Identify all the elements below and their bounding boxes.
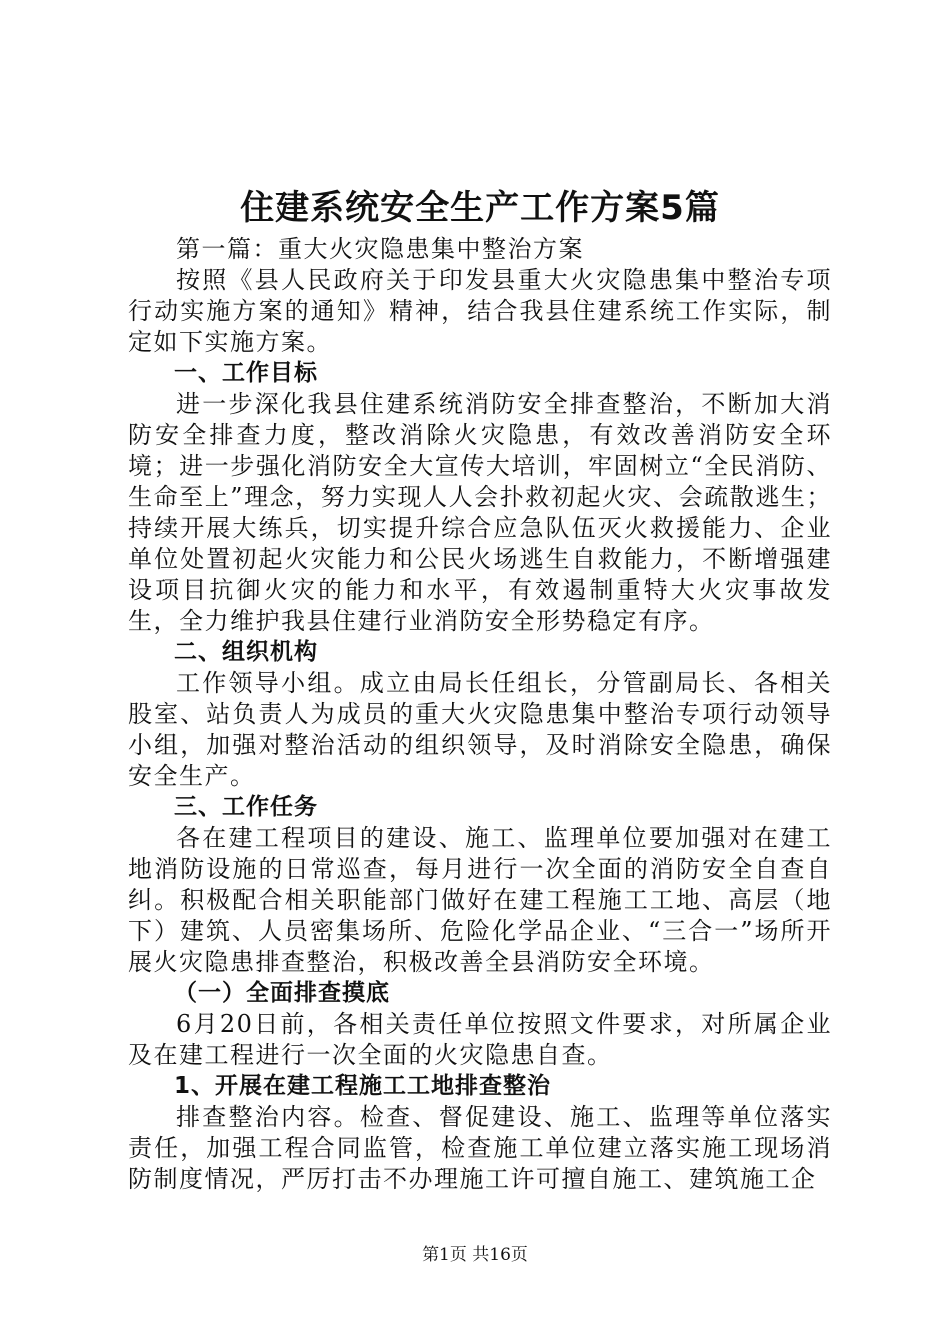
subsection-heading-survey: （一）全面排查摸底	[174, 980, 390, 1006]
page-number-footer: 第1页 共16页	[422, 1245, 528, 1265]
section-heading-organization: 二、组织机构	[174, 639, 318, 665]
construction-sites-paragraph: 排查整治内容。检查、督促建设、施工、监理等单位落实责任，加强工程合同监管，检查施工单位建立落实施工现场消防制度情况，严厉打击不办理施工许可擅自施工、建筑施工企	[128, 1103, 832, 1193]
survey-paragraph: 6月20日前，各相关责任单位按照文件要求，对所属企业及在建工程进行一次全面的火灾隐患自查。	[128, 1010, 832, 1069]
intro-paragraph: 按照《县人民政府关于印发县重大火灾隐患集中整治专项行动实施方案的通知》精神，结合我县住建系统工作实际，制定如下实施方案。	[128, 266, 832, 356]
goals-paragraph: 进一步深化我县住建系统消防安全排查整治，不断加大消防安全排查力度，整改消除火灾隐患，有效改善消防安全环境；进一步强化消防安全大宣传大培训，牢固树立“全民消防、生命至上”理念，努力实现人人会扑救初起火灾、会疏散逃生；持续开展大练兵，切实提升综合应急队伍灭火救援能力、企业单位处置初起火灾能力和公民火场逃生自救能力，不断增强建设项目抗御火灾的能力和水平，有效遏制重特大火灾事故发生，全力维护我县住建行业消防安全形势稳定有序。	[128, 390, 832, 635]
section-heading-tasks: 三、工作任务	[174, 794, 318, 820]
organization-paragraph: 工作领导小组。成立由局长任组长，分管副局长、各相关股室、站负责人为成员的重大火灾隐患集中整治专项行动领导小组，加强对整治活动的组织领导，及时消除安全隐患，确保安全生产。	[128, 669, 832, 790]
document-body	[128, 186, 832, 1195]
page-title: 住建系统安全生产工作方案5篇	[240, 188, 720, 228]
chapter-subtitle: 第一篇：重大火灾隐患集中整治方案	[176, 235, 584, 263]
tasks-paragraph: 各在建工程项目的建设、施工、监理单位要加强对在建工地消防设施的日常巡查，每月进行一次全面的消防安全自查自纠。积极配合相关职能部门做好在建工程施工工地、高层（地下）建筑、人员密集场所、危险化学品企业、“三合一”场所开展火灾隐患排查整治，积极改善全县消防安全环境。	[128, 824, 832, 976]
section-heading-goals: 一、工作目标	[174, 360, 318, 386]
subsection-heading-construction-sites: 1、开展在建工程施工工地排查整治	[174, 1073, 552, 1099]
